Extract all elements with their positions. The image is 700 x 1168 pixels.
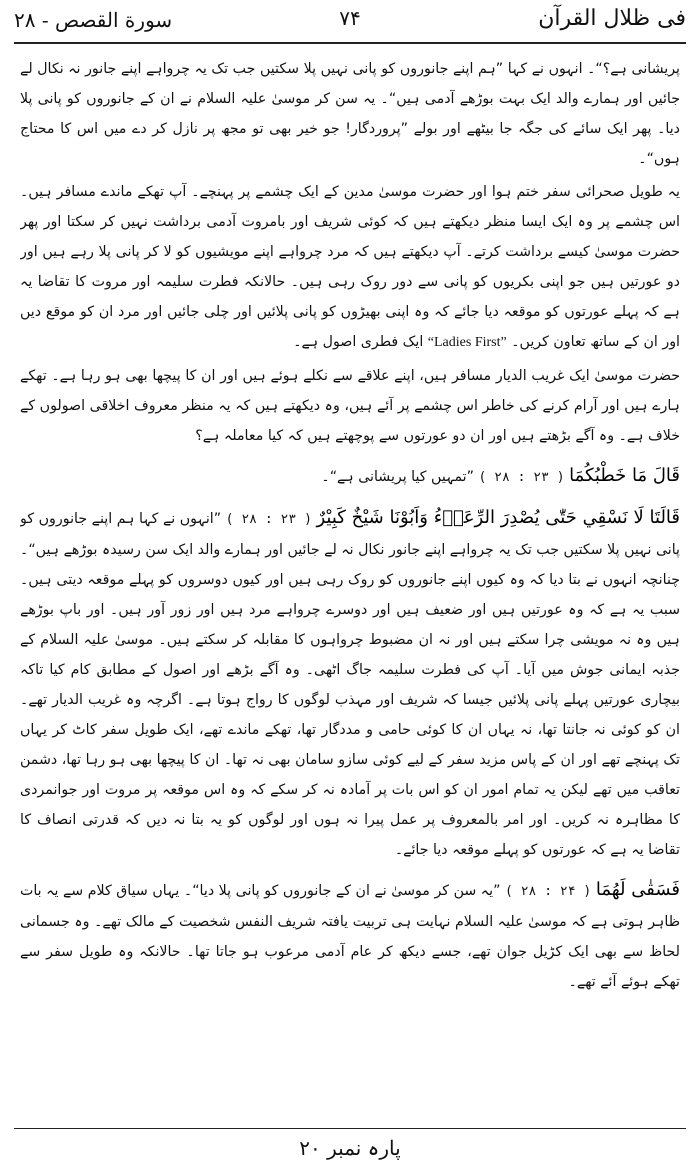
- page-body: [20, 54, 680, 1120]
- verse-commentary: ”انہوں نے کہا ہم اپنے جانوروں کو پانی نہیں پلا سکتیں جب تک یہ چرواہے اپنے جانور نکال نہ لے جائیں اور ہمارے والد ایک سن رسیدہ بوڑھے ہیں“۔ چنانچہ انہوں نے بتا دیا کہ وہ کیوں اپنے جانوروں کو روک رہی ہیں اور کیوں دوسروں کو پہلے موقعہ دیتی ہیں۔ سبب یہ ہے کہ وہ عورتیں ہیں اور ضعیف ہیں اور دوسرے چرواہے مرد ہیں اور زور آور ہیں۔ اور باپ بوڑھے ہیں وہ نہ مویشی چرا سکتے ہیں اور نہ ان مضبوط چرواہوں کا مقابلہ کر سکتے ہیں۔ موسیٰ علیہ السلام کے جذبہ ایمانی جوش میں آیا۔ آپ کی فطرت سلیمہ جاگ اٹھی۔ وہ آگے بڑھے اور اصول کے مطابق کام کیا تاکہ بیچاری عورتیں پہلے پانی پلائیں جیسا کہ شریف اور مہذب لوگوں کا رواج ہوتا ہے۔ اگرچہ وہ غریب الدیار تھے۔ ان کو کوئی نہ جانتا تھا، نہ یہاں ان کا کوئی حامی و مددگار تھا، تھکے ماندے تھے، ایک طویل سفر کاٹ کر یہاں تک پہنچے تھے اور ان کے پاس مزید سفر کے لیے کوئی سازو سامان بھی نہ تھا۔ ان کا پیچھا بھی ہو رہا تھا، دشمن تعاقب میں تھے لیکن یہ تمام امور ان کو اس بات پر آمادہ نہ کر سکے کہ وہ اس موقعہ پر مروت اور جوانمردی کا مظاہرہ نہ کریں۔ اور امر بالمعروف پر عمل پیرا نہ ہوں اور لوگوں کو یہ بتا نہ دیں کہ قدرتی انصاف کا تقاضا یہ ہے کہ عورتوں کو پہلے موقعہ دیا جائے۔: [20, 511, 680, 858]
- paragraph-5: [20, 503, 680, 865]
- page-number: ۷۴: [339, 6, 361, 30]
- english-phrase: “Ladies First”: [427, 335, 507, 350]
- book-title: فی ظلال القرآن: [538, 6, 686, 31]
- verse-translation: ”تمہیں کیا پریشانی ہے“۔: [321, 469, 474, 485]
- header-rule: [14, 42, 686, 44]
- quran-verse: فَسَقٰى لَهُمَا: [595, 879, 680, 900]
- paragraph-text: یہ طویل صحرائی سفر ختم ہوا اور حضرت موسیٰ مدین کے ایک چشمے پر پہنچے۔ آپ تھکے ماندے مسافر ہیں۔ اس چشمے پر وہ ایک ایسا منظر دیکھتے ہیں کہ کوئی شریف اور بامروت آدمی برداشت نہیں کر سکتا اور پھر حضرت موسیٰ کیسے برداشت کرتے۔ آپ دیکھتے ہیں کہ مرد چرواہے اپنے مویشیوں کو لا کر پانی پلا رہے ہیں اور دو عورتیں ہیں جو اپنی بکریوں کو پانی سے دور روک رہی ہیں۔ حالانکہ فطرت سلیمہ اور مروت کا تقاضا یہ ہے کہ پہلے عورتوں کو موقعہ دیا جائے کہ وہ اپنی بھیڑوں کو پانی پلائیں اور چلی جائیں اور مرد ان کو موقع دیں اور ان کے ساتھ تعاون کریں۔: [20, 184, 680, 350]
- paragraph-text: حضرت موسیٰ ایک غریب الدیار مسافر ہیں، اپنے علاقے سے نکلے ہوئے ہیں اور ان کا پیچھا بھی ہو رہا ہے۔ تھکے ہارے ہیں اور آرام کرنے کی خاطر اس چشمے پر آئے ہیں، وہ دیکھتے ہیں کہ یہ منظر معروف اخلاقی اصولوں کے خلاف ہے۔ وہ آگے بڑھتے ہیں اور ان دو عورتوں سے پوچھتے ہیں کہ کیا معاملہ ہے؟: [20, 368, 680, 444]
- footer-rule: [14, 1128, 686, 1129]
- paragraph-2: [20, 177, 680, 358]
- quran-verse: قَالَتَا لَا نَسْقِي حَتّٰى يُصْدِرَ الرِّعَاۗءُ وَاَبُوْنَا شَيْخٌ كَبِيْرٌ: [316, 507, 680, 528]
- paragraph-3: [20, 361, 680, 451]
- paragraph-text-tail: ایک فطری اصول ہے۔: [293, 334, 424, 350]
- paragraph-6: [20, 875, 680, 997]
- verse-commentary: ”یہ سن کر موسیٰ نے ان کے جانوروں کو پانی پلا دیا“۔ یہاں سیاق کلام سے یہ بات ظاہر ہوتی ہے کہ موسیٰ علیہ السلام نہایت ہی تربیت یافتہ شریف النفس شخصیت کے مالک تھے۔ وہ جسمانی لحاظ سے بھی ایک کڑیل جوان تھے، جسے دیکھ کر عام آدمی مرعوب ہو جاتا تھا۔ حالانکہ وہ طویل سفر سے تھکے ہوئے آئے تھے۔: [20, 883, 680, 990]
- paragraph-text: پریشانی ہے؟“۔ انہوں نے کہا ”ہم اپنے جانوروں کو پانی نہیں پلا سکتیں جب تک یہ چرواہے اپنے جانور نہ نکال لے جائیں اور ہمارے والد ایک بہت بوڑھے آدمی ہیں“۔ یہ سن کر موسیٰ علیہ السلام نے ان کے جانوروں کو پانی پلا دیا۔ پھر ایک سائے کی جگہ جا بیٹھے اور بولے ”پروردگار! جو خیر بھی تو مجھ پر نازل کر دے میں اس کا محتاج ہوں“۔: [20, 61, 680, 167]
- surah-name: سورة القصص - ۲۸: [14, 8, 173, 32]
- running-header: [14, 2, 686, 42]
- paragraph-4: [20, 461, 680, 493]
- verse-reference: ( ۲۳ : ۲۸ ): [478, 470, 565, 485]
- verse-reference: ( ۲۳ : ۲۸ ): [225, 512, 312, 527]
- footer-para-number: پارہ نمبر ۲۰: [299, 1136, 401, 1160]
- quran-verse: قَالَ مَا خَطْبُكُمَا: [569, 465, 680, 486]
- verse-reference: ( ۲۴ : ۲۸ ): [504, 884, 592, 899]
- paragraph-1: [20, 54, 680, 174]
